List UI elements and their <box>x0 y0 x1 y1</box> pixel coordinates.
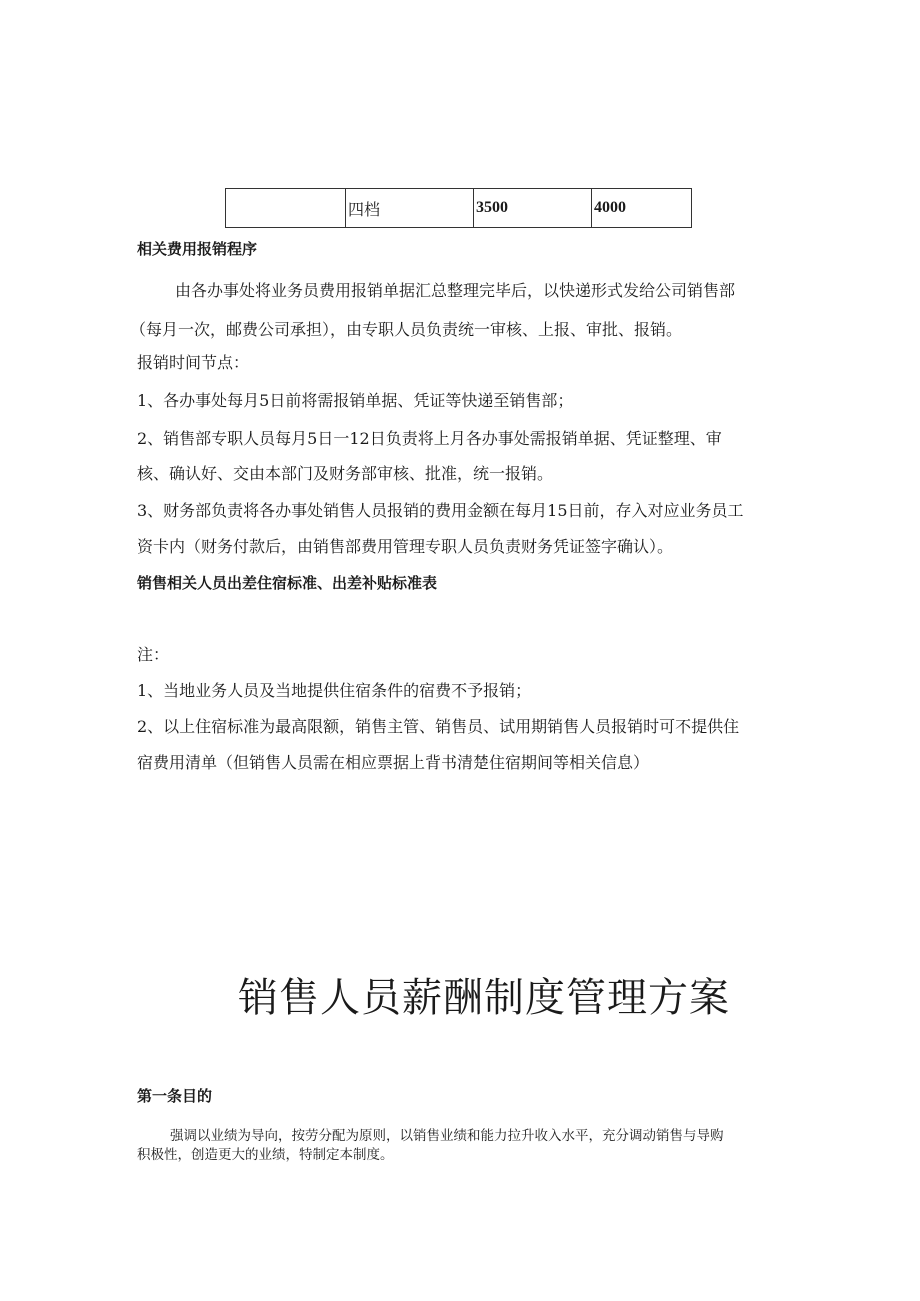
note-item-continuation: 宿费用清单（但销售人员需在相应票据上背书清楚住宿期间等相关信息） <box>137 753 650 772</box>
section-heading-reimbursement: 相关费用报销程序 <box>137 240 258 258</box>
list-item: 1、各办事处每月5日前将需报销单据、凭证等快递至销售部； <box>137 391 574 410</box>
table-cell: 四档 <box>346 189 474 228</box>
article-heading: 第一条目的 <box>137 1087 213 1105</box>
note-label: 注： <box>137 645 170 664</box>
document-title: 销售人员薪酬制度管理方案 <box>238 975 730 1021</box>
paragraph-line: （每月一次，邮费公司承担），由专职人员负责统一审核、上报、审批、报销。 <box>130 320 683 339</box>
paragraph-line: 强调以业绩为导向，按劳分配为原则，以销售业绩和能力拉升收入水平，充分调动销售与导购 <box>170 1128 724 1144</box>
note-item: 1、当地业务人员及当地提供住宿条件的宿费不予报销； <box>137 681 532 700</box>
timing-label: 报销时间节点： <box>137 353 250 372</box>
paragraph-line: 由各办事处将业务员费用报销单据汇总整理完毕后，以快递形式发给公司销售部 <box>175 281 736 300</box>
section-heading-travel-standard: 销售相关人员出差住宿标准、出差补贴标准表 <box>137 574 438 592</box>
table-cell <box>226 189 346 228</box>
list-item: 2、销售部专职人员每月5日一12日负责将上月各办事处需报销单据、凭证整理、审 <box>137 429 722 448</box>
list-item-continuation: 核、确认好、交由本部门及财务部审核、批准，统一报销。 <box>137 464 554 483</box>
paragraph-line: 积极性，创造更大的业绩，特制定本制度。 <box>137 1147 394 1163</box>
table-cell: 3500 <box>474 189 592 228</box>
table-row <box>226 189 692 228</box>
list-item-continuation: 资卡内（财务付款后，由销售部费用管理专职人员负责财务凭证签字确认）。 <box>137 537 674 556</box>
table-cell: 4000 <box>592 189 692 228</box>
list-item: 3、财务部负责将各办事处销售人员报销的费用金额在每月15日前，存入对应业务员工 <box>137 501 744 520</box>
note-item: 2、以上住宿标准为最高限额，销售主管、销售员、试用期销售人员报销时可不提供住 <box>137 717 740 736</box>
hotel-standard-table <box>225 188 692 228</box>
